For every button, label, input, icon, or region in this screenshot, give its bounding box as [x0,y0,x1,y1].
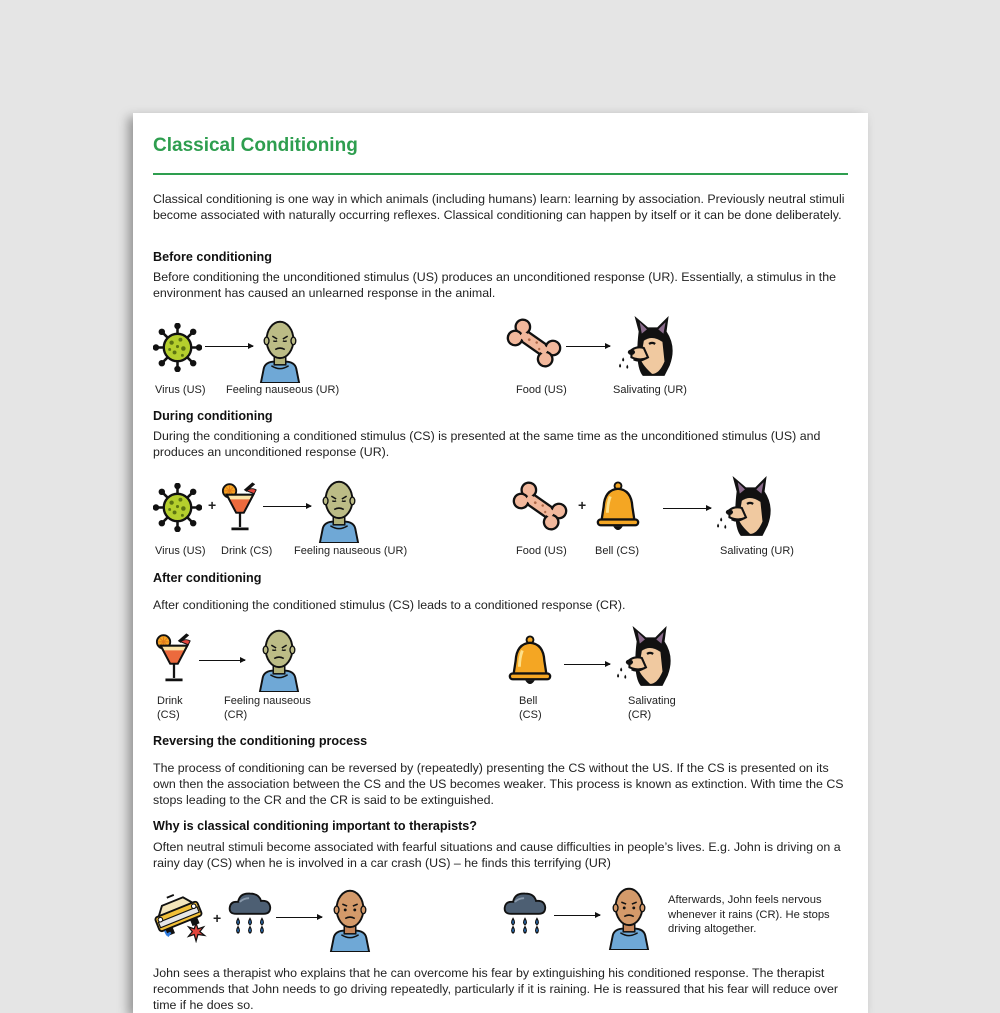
therapists-heading: Why is classical conditioning important to therapists? [153,819,477,833]
caption-salivating: Salivating (UR) [720,545,794,557]
after-paragraph: After conditioning the conditioned stimulus (CS) leads to a conditioned response (CR). [153,598,626,612]
caption-nauseous: Feeling nauseous (UR) [226,384,340,396]
caption-food: Food (US) [516,545,567,557]
after-heading: After conditioning [153,571,262,585]
therapists-paragraph: Often neutral stimuli become associated with fearful situations and cause difficulties in people’s lives. E.g. John is driving on a rainy day (CS) when he is involved in a car crash (US) – he finds this terrifying (UR) [153,840,841,870]
cocktail-drink-icon [155,631,193,686]
virus-icon [153,323,202,372]
arrow [205,346,253,347]
caption-nauseous-tag: (CR) [224,709,248,721]
arrow [263,506,311,507]
plus-sign: + [208,497,217,513]
arrow [276,917,322,918]
caption-nauseous: Feeling nauseous [224,695,311,707]
caption-drink: Drink [157,695,183,707]
salivating-dog-icon [618,316,680,378]
arrow [663,508,711,509]
caption-drink-tag: (CS) [157,709,180,721]
caption-virus: Virus (US) [155,384,206,396]
nauseous-face-icon [315,476,363,543]
during-heading: During conditioning [153,409,273,423]
worried-man-icon [326,885,374,952]
closing-paragraph: John sees a therapist who explains that he can overcome his fear by extinguishing his conditioned response. The therapist recommends that John needs to go driving repeatedly, particularly if it is raining. He is reassured that his fear will reduce over time if he does so. [153,966,839,1012]
arrow [566,346,610,347]
before-heading: Before conditioning [153,250,272,264]
arrow [199,660,245,661]
caption-salivating-tag: (CR) [628,709,652,721]
caption-virus: Virus (US) [155,545,206,557]
nauseous-face-icon [256,316,304,383]
rain-cloud-icon [227,889,273,935]
worksheet-page [133,113,868,1013]
caption-nauseous: Feeling nauseous (UR) [294,545,408,557]
dog-bone-icon [505,318,563,368]
worried-man-icon [605,883,653,950]
caption-salivating: Salivating (UR) [613,384,687,396]
caption-bell-tag: (CS) [519,709,542,721]
reversing-paragraph: The process of conditioning can be reversed by (repeatedly) presenting the CS without the US. If the CS is presented on its own then the association between the CS and the US becomes weaker. This process is known as extinction. With time the CS stops leading to the CR and the CR is said to be extinguished. [153,761,844,807]
intro-paragraph: Classical conditioning is one way in which animals (including humans) learn: learning by association. Previously neutral stimuli become associated with naturally occurring reflexes. Classical conditioning can happen by itself or it can be done deliberately. [153,192,845,222]
caption-food: Food (US) [516,384,567,396]
cocktail-drink-icon [221,481,259,534]
caption-bell: Bell (CS) [595,545,640,557]
rain-cloud-icon [502,889,548,935]
virus-icon [153,483,202,532]
during-paragraph: During the conditioning a conditioned stimulus (CS) is presented at the same time as the unconditioned stimulus (US) and produces an unconditioned response (UR). [153,429,821,459]
plus-sign: + [578,497,587,513]
afterwards-note: Afterwards, John feels nervous whenever it rains (CR). He stops driving altogether. [668,894,830,935]
reversing-heading: Reversing the conditioning process [153,734,368,748]
car-crash-icon [151,891,209,943]
title-underline [153,173,848,175]
before-paragraph: Before conditioning the unconditioned stimulus (US) produces an unconditioned response (UR). Essentially, a stimulus in the environment has caused an unlearned response in the animal. [153,270,837,300]
caption-salivating: Salivating [628,695,676,707]
nauseous-face-icon [255,625,303,692]
dog-bone-icon [511,481,569,531]
salivating-dog-icon [616,626,678,688]
arrow [554,915,600,916]
bell-icon [594,481,642,534]
arrow [564,664,610,665]
plus-sign: + [213,910,222,926]
caption-drink: Drink (CS) [221,545,273,557]
salivating-dog-icon [716,476,778,538]
caption-bell: Bell [519,695,538,707]
page-title: Classical Conditioning [153,135,358,156]
bell-icon [506,635,554,688]
